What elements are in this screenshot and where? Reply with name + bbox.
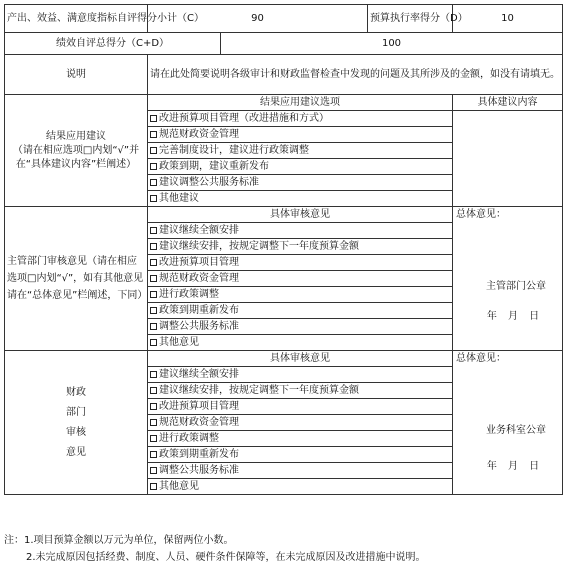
total-score-value[interactable]: 100: [221, 33, 563, 55]
result-option[interactable]: 建议调整公共服务标准: [148, 175, 453, 191]
checkbox-icon[interactable]: [150, 115, 157, 122]
checkbox-icon[interactable]: [150, 483, 157, 490]
output-score-label: 产出、效益、满意度指标自评得分小计（C）: [5, 5, 148, 33]
exec-rate-label: 预算执行率得分（D）: [368, 5, 453, 33]
footnote-2: 2.未完成原因包括经费、制度、人员、硬件条件保障等，在未完成原因及改进措施中说明。: [26, 552, 426, 563]
checkbox-icon[interactable]: [150, 435, 157, 442]
result-option[interactable]: 规范财政资金管理: [148, 127, 453, 143]
row-explain: [5, 55, 563, 95]
checkbox-icon[interactable]: [150, 403, 157, 410]
dept-option[interactable]: 进行政策调整: [148, 287, 453, 303]
footnotes: [4, 532, 562, 566]
finance-seal-label: 业务科室公章: [486, 425, 547, 436]
finance-header-row: [5, 351, 563, 367]
dept-options-header: 具体审核意见: [148, 207, 453, 223]
checkbox-icon[interactable]: [150, 339, 157, 346]
dept-date-label: 年 月 日: [486, 311, 540, 322]
checkbox-icon[interactable]: [150, 227, 157, 234]
score-d-value[interactable]: 10: [453, 5, 563, 33]
finance-option[interactable]: 规范财政资金管理: [148, 415, 453, 431]
result-header-row: [5, 95, 563, 111]
dept-seal-label: 主管部门公章: [486, 281, 547, 292]
dept-option[interactable]: 改进预算项目管理: [148, 255, 453, 271]
row-output-score: [5, 5, 563, 33]
dept-option[interactable]: 政策到期重新发布: [148, 303, 453, 319]
dept-overall-opinion[interactable]: [453, 207, 563, 351]
result-option[interactable]: 政策到期，建议重新发布: [148, 159, 453, 175]
finance-overall-label: 总体意见：: [456, 353, 507, 364]
checkbox-icon[interactable]: [150, 467, 157, 474]
finance-option[interactable]: 调整公共服务标准: [148, 463, 453, 479]
checkbox-icon[interactable]: [150, 419, 157, 426]
checkbox-icon[interactable]: [150, 147, 157, 154]
result-content-cell[interactable]: [453, 111, 563, 207]
finance-option[interactable]: 改进预算项目管理: [148, 399, 453, 415]
explain-text[interactable]: 请在此处简要说明各级审计和财政监督检查中发现的问题及其所涉及的金额，如没有请填无。: [148, 55, 563, 95]
checkbox-icon[interactable]: [150, 307, 157, 314]
finance-overall-opinion[interactable]: [453, 351, 563, 495]
checkbox-icon[interactable]: [150, 291, 157, 298]
finance-section-label: 财政 部门 审核 意见: [5, 351, 148, 495]
explain-label: 说明: [5, 55, 148, 95]
dept-option[interactable]: 建议继续全额安排: [148, 223, 453, 239]
checkbox-icon[interactable]: [150, 179, 157, 186]
finance-option[interactable]: 建议继续安排，按规定调整下一年度预算金额: [148, 383, 453, 399]
checkbox-icon[interactable]: [150, 131, 157, 138]
score-c-value[interactable]: 90: [148, 5, 368, 33]
checkbox-icon[interactable]: [150, 387, 157, 394]
dept-section-label: 主管部门审核意见（请在相应选项□内划“√”，如有其他意见请在“总体意见”栏阐述，下同）: [5, 207, 148, 351]
finance-option[interactable]: 建议继续全额安排: [148, 367, 453, 383]
finance-option[interactable]: 政策到期重新发布: [148, 447, 453, 463]
checkbox-icon[interactable]: [150, 163, 157, 170]
checkbox-icon[interactable]: [150, 275, 157, 282]
dept-option[interactable]: 其他意见: [148, 335, 453, 351]
result-option[interactable]: 改进预算项目管理（改进措施和方式）: [148, 111, 453, 127]
dept-option[interactable]: 建议继续安排，按规定调整下一年度预算金额: [148, 239, 453, 255]
checkbox-icon[interactable]: [150, 259, 157, 266]
checkbox-icon[interactable]: [150, 243, 157, 250]
result-options-header: 结果应用建议选项: [148, 95, 453, 111]
finance-date-label: 年 月 日: [486, 461, 540, 472]
checkbox-icon[interactable]: [150, 195, 157, 202]
dept-option[interactable]: 调整公共服务标准: [148, 319, 453, 335]
row-total-score: [5, 33, 563, 55]
footnote-1: 注：1.项目预算金额以万元为单位，保留两位小数。: [4, 535, 234, 546]
finance-option[interactable]: 其他意见: [148, 479, 453, 495]
checkbox-icon[interactable]: [150, 371, 157, 378]
finance-option[interactable]: 进行政策调整: [148, 431, 453, 447]
finance-options-header: 具体审核意见: [148, 351, 453, 367]
evaluation-form-table: [4, 4, 563, 495]
checkbox-icon[interactable]: [150, 451, 157, 458]
total-score-label: 绩效自评总得分（C+D）: [5, 33, 221, 55]
result-option[interactable]: 完善制度设计，建议进行政策调整: [148, 143, 453, 159]
result-section-label: [5, 95, 148, 207]
result-content-header: 具体建议内容: [453, 95, 563, 111]
dept-overall-label: 总体意见：: [456, 209, 507, 220]
result-label-line2: （请在相应选项□内划“√”并在“具体建议内容”栏阐述）: [12, 144, 140, 170]
result-label-line1: 结果应用建议: [46, 130, 106, 142]
checkbox-icon[interactable]: [150, 323, 157, 330]
dept-option[interactable]: 规范财政资金管理: [148, 271, 453, 287]
result-option[interactable]: 其他建议: [148, 191, 453, 207]
dept-header-row: [5, 207, 563, 223]
